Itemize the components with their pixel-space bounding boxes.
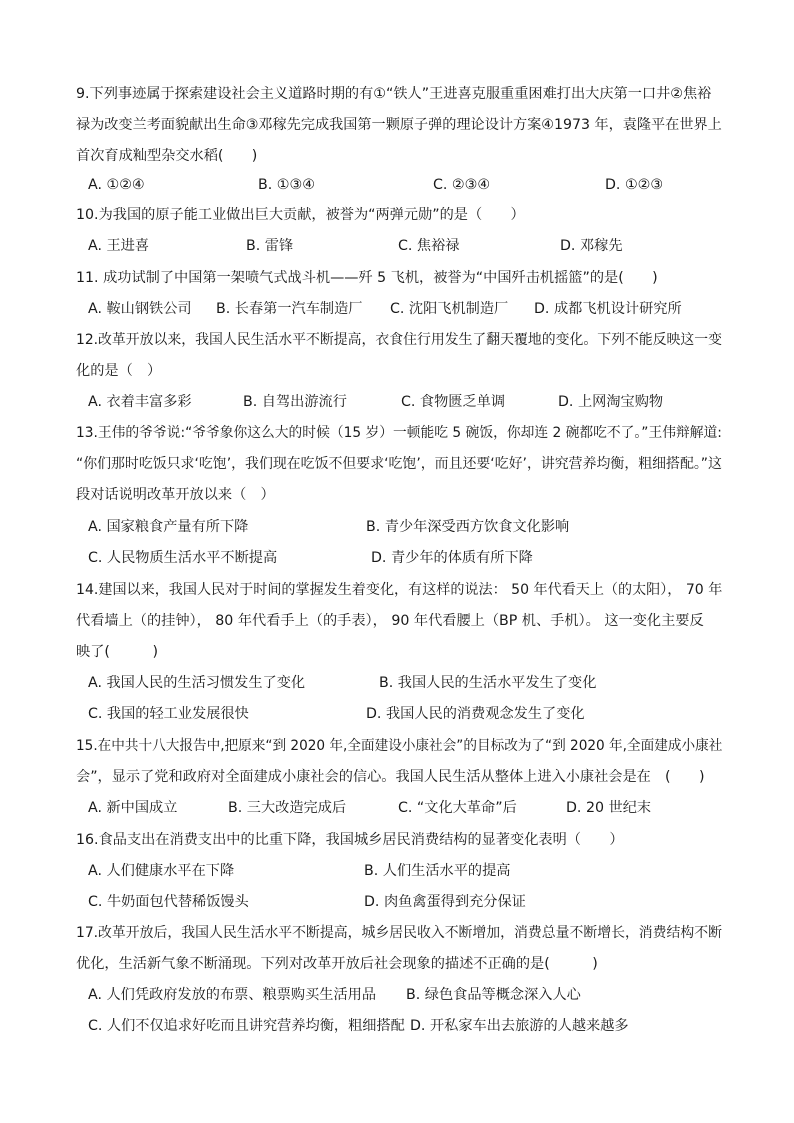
option-b: B. 青少年深受西方饮食文化影响 xyxy=(366,519,570,535)
question-12-options xyxy=(88,387,722,418)
question-9-line-3: 首次育成籼型杂交水稻( ) xyxy=(76,147,258,164)
question-12-line-2: 化的是（ ） xyxy=(76,362,162,379)
question-15-options xyxy=(88,793,722,824)
option-b: B. 绿色食品等概念深入人心 xyxy=(406,987,581,1003)
option-c: C. 焦裕禄 xyxy=(398,238,460,254)
option-d: D. 20 世纪末 xyxy=(566,800,652,816)
question-16-options-row-1 xyxy=(88,856,722,887)
question-15-line-1: 15.在中共十八大报告中,把原来“到 2020 年,全面建设小康社会”的目标改为了“到 2020 年,全面建成小康社 xyxy=(76,738,723,754)
option-a: A. 人们凭政府发放的布票、粮票购买生活用品 xyxy=(88,987,377,1003)
option-d: D. 上网淘宝购物 xyxy=(558,394,664,410)
option-d: D. 邓稼先 xyxy=(560,238,623,254)
question-17 xyxy=(76,918,722,980)
question-9-options xyxy=(88,170,722,201)
question-12 xyxy=(76,325,722,387)
question-13-line-1: 13.王伟的爷爷说:“爷爷象你这么大的时候（15 岁）一顿能吃 5 碗饭，你却连 2 碗都吃不了。”王伟辩解道: xyxy=(76,425,722,441)
option-a: A. 我国人民的生活习惯发生了变化 xyxy=(88,675,306,691)
question-17-options-row-1 xyxy=(88,980,722,1011)
option-b: B. 人们生活水平的提高 xyxy=(364,863,511,879)
option-c: C. 我国的轻工业发展很快 xyxy=(88,706,249,722)
question-17-options-row-2 xyxy=(88,1011,722,1042)
option-c: C. ②③④ xyxy=(433,177,491,193)
option-c: C. 人们不仅追求好吃而且讲究营养均衡，粗细搭配 xyxy=(88,1018,405,1034)
question-11-options xyxy=(88,294,722,325)
option-b: B. 我国人民的生活水平发生了变化 xyxy=(379,675,597,691)
question-14-line-2: 代看墙上（的挂钟）， 80 年代看手上（的手表）， 90 年代看腰上（BP 机、手机）。 这一变化主要反 xyxy=(76,612,704,629)
option-d: D. 肉鱼禽蛋得到充分保证 xyxy=(364,894,526,910)
option-d: D. 开私家车出去旅游的人越来越多 xyxy=(410,1018,629,1034)
option-c: C. 人民物质生活水平不断提高 xyxy=(88,550,278,566)
question-9-line-2: 禄为改变兰考面貌献出生命③邓稼先完成我国第一颗原子弹的理论设计方案④1973 年，袁隆平在世界上 xyxy=(76,116,722,133)
question-16-options-row-2 xyxy=(88,887,722,918)
option-a: A. 新中国成立 xyxy=(88,800,178,816)
option-b: B. 自驾出游流行 xyxy=(243,394,347,410)
question-16-line-1: 16.食品支出在消费支出中的比重下降，我国城乡居民消费结构的显著变化表明（ ） xyxy=(76,832,624,848)
option-c: C. 沈阳飞机制造厂 xyxy=(390,301,509,317)
question-10-options xyxy=(88,231,722,262)
question-13 xyxy=(76,418,722,510)
option-b: B. ①③④ xyxy=(258,177,315,193)
option-b: B. 长春第一汽车制造厂 xyxy=(216,301,363,317)
question-13-line-2: “你们那时吃饭只求‘吃饱’，我们现在吃饭不但要求‘吃饱’，而且还要‘吃好’，讲究营养均衡，粗细搭配。”这 xyxy=(76,455,722,472)
question-14-line-1: 14.建国以来，我国人民对于时间的掌握发生着变化，有这样的说法： 50 年代看天上（的太阳）， 70 年 xyxy=(76,582,723,598)
question-17-line-1: 17.改革开放后，我国人民生活水平不断提高，城乡居民收入不断增加，消费总量不断增长，消费结构不断 xyxy=(76,925,723,941)
question-13-line-3: 段对话说明改革开放以来（ ） xyxy=(76,486,275,503)
question-13-options-row-2 xyxy=(88,543,722,574)
option-a: A. ①②④ xyxy=(88,177,145,193)
question-14-options-row-1 xyxy=(88,668,722,699)
question-11 xyxy=(76,263,722,294)
question-10-line-1: 10.为我国的原子能工业做出巨大贡献，被誉为“两弹元勋”的是（ ） xyxy=(76,207,525,223)
question-16 xyxy=(76,825,722,856)
option-c: C. “文化大革命”后 xyxy=(398,800,517,816)
question-10 xyxy=(76,200,722,231)
option-d: D. 我国人民的消费观念发生了变化 xyxy=(366,706,585,722)
option-b: B. 三大改造完成后 xyxy=(228,800,347,816)
question-12-line-1: 12.改革开放以来，我国人民生活水平不断提高，衣食住行用发生了翻天覆地的变化。下列不能反映这一变 xyxy=(76,332,723,348)
question-15-line-2: 会”，显示了党和政府对全面建成小康社会的信心。我国人民生活从整体上进入小康社会是在 ( ) xyxy=(76,768,705,785)
option-c: C. 牛奶面包代替稀饭馒头 xyxy=(88,894,249,910)
option-a: A. 人们健康水平在下降 xyxy=(88,863,235,879)
option-d: D. 青少年的体质有所下降 xyxy=(371,550,533,566)
question-11-line-1: 11. 成功试制了中国第一架喷气式战斗机——歼 5 飞机，被誉为“中国歼击机摇篮”的是( ) xyxy=(76,270,658,286)
question-9 xyxy=(76,79,722,171)
question-15 xyxy=(76,731,722,793)
question-14-options-row-2 xyxy=(88,699,722,730)
option-d: D. ①②③ xyxy=(605,177,664,193)
option-b: B. 雷锋 xyxy=(246,238,294,254)
question-13-options-row-1 xyxy=(88,512,722,543)
question-9-line-1: 9.下列事迹属于探索建设社会主义道路时期的有①“铁人”王进喜克服重重困难打出大庆第一口井②焦裕 xyxy=(76,86,712,102)
question-17-line-2: 优化，生活新气象不断涌现。下列对改革开放后社会现象的描述不正确的是( ) xyxy=(76,955,598,972)
option-a: A. 王进喜 xyxy=(88,238,150,254)
option-a: A. 国家粮食产量有所下降 xyxy=(88,519,249,535)
question-14 xyxy=(76,575,722,667)
option-c: C. 食物匮乏单调 xyxy=(401,394,506,410)
option-a: A. 衣着丰富多彩 xyxy=(88,394,192,410)
question-14-line-3: 映了( ) xyxy=(76,643,159,660)
option-d: D. 成都飞机设计研究所 xyxy=(534,301,682,317)
option-a: A. 鞍山钢铁公司 xyxy=(88,301,192,317)
